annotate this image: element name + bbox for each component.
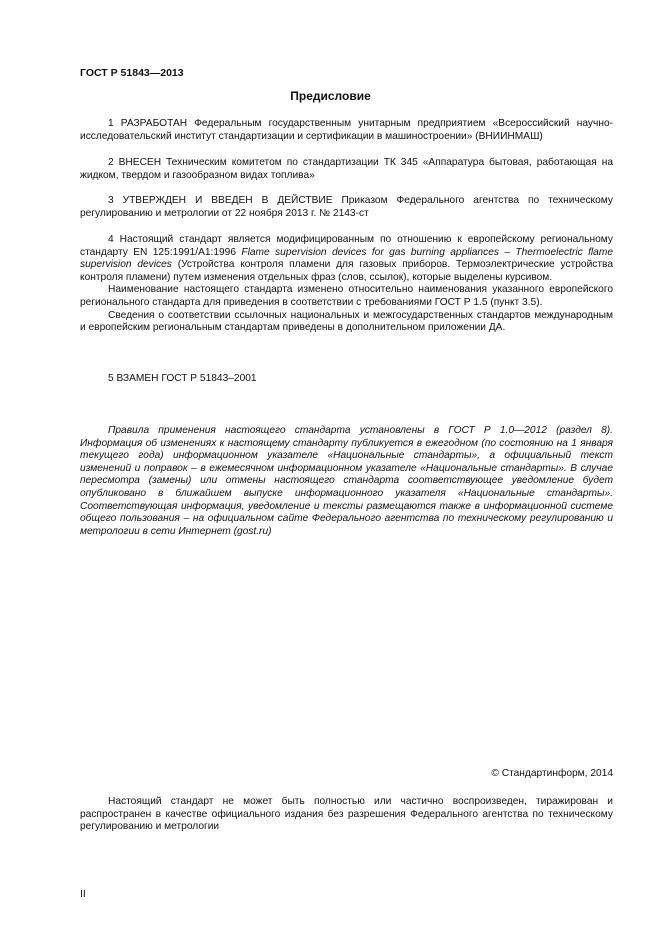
paragraph-modification	[80, 234, 613, 335]
paragraph-replaces: 5 ВЗАМЕН ГОСТ Р 51843–2001	[108, 373, 257, 384]
modification-references: Сведения о соответствии ссылочных национальных и межгосударственных стандартов международным и европейским региональным стандартам приведены в дополнительном приложении ДА.	[80, 309, 613, 334]
modification-text-end: (Устройства контроля пламени для газовых приборов. Термоэлектрические устройства контроля пламени) путем изменения отдельных фраз (слов, ссылок), которые выделены курсивом.	[80, 259, 614, 283]
standard-code-header: ГОСТ Р 51843—2013	[80, 67, 184, 79]
paragraph-approved: 3 УТВЕРЖДЕН И ВВЕДЕН В ДЕЙСТВИЕ Приказом Федерального агентства по техническому регулированию и метрологии от 22 ноября 2013 г. № 2143-ст	[80, 195, 613, 219]
modification-name-change: Наименование настоящего стандарта изменено относительно наименования указанного европейского регионального стандарта для приведения в соответствии с требованиями ГОСТ Р 1.5 (пункт 3.5).	[80, 284, 613, 308]
application-rules-notice: Правила применения настоящего стандарта установлены в ГОСТ Р 1.0—2012 (раздел 8). Информация об изменениях к настоящему стандарту публикуется в ежегодном (по состоянию на 1 января текущего года) информационном указателе «Национальные стандарты», а официальный текст изменений и поправок – в ежемесячном информационном указателе «Национальные стандарты». В случае пересмотра (замены) или отмены настоящего стандарта соответствующее уведомление будет опубликовано в ближайшем выпуске информационного указателя «Национальные стандарты». Соответствующая информация, уведомление и тексты размещаются также в информационной системе общего пользования – на официальном сайте Федерального агентства по техническому регулированию и метрологии в сети Интернет (gost.ru)	[80, 425, 613, 537]
reproduction-rights-notice: Настоящий стандарт не может быть полностью или частично воспроизведен, тиражирован и распространен в качестве официального издания без разрешения Федерального агентства по техническому регулированию и метрологии	[80, 796, 613, 833]
paragraph-submitted: 2 ВНЕСЕН Техническим комитетом по стандартизации ТК 345 «Аппаратура бытовая, работающая на жидком, твердом и газообразном видах топлива»	[80, 157, 613, 181]
modification-statement	[80, 234, 613, 284]
modification-text-start: 4 Настоящий стандарт является модифицированным по отношению к европейскому региональному стандарту EN 125:1991/A1:1996	[80, 234, 613, 258]
page-number: II	[80, 888, 86, 900]
copyright: © Стандартинформ, 2014	[491, 768, 613, 779]
paragraph-developed: 1 РАЗРАБОТАН Федеральным государственным унитарным предприятием «Всероссийский научно-исследовательский институт стандартизации и сертификации в машиностроении» (ВНИИНМАШ)	[80, 118, 613, 142]
page-title: Предисловие	[290, 89, 371, 103]
modification-european-title: Flame supervision devices for gas burning appliances – Thermoelectric flame supervision devices	[80, 246, 613, 271]
